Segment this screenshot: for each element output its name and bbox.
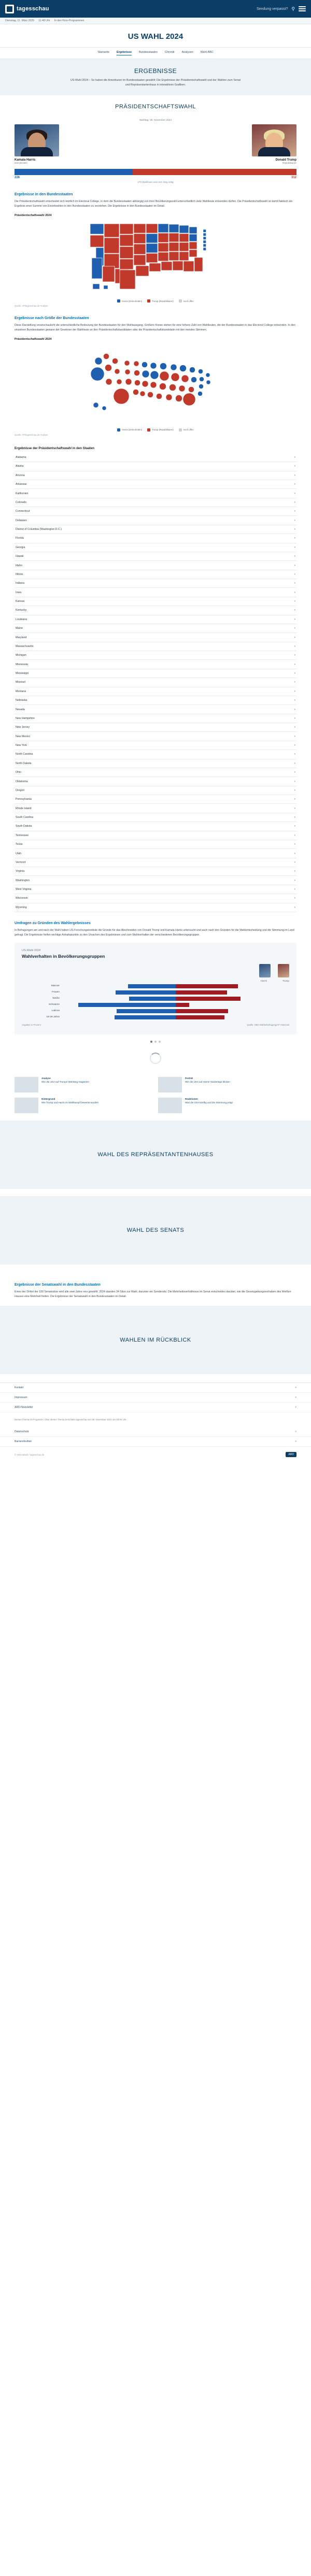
- chevron-down-icon: ▾: [295, 1430, 296, 1434]
- chevron-down-icon: ▾: [294, 716, 295, 720]
- state-label: Utah: [16, 852, 21, 855]
- state-row[interactable]: [15, 894, 296, 903]
- state-row[interactable]: [15, 606, 296, 615]
- state-label: Montana: [16, 689, 26, 693]
- text-ergebnisse-bundesstaaten: Die Präsidentschaftswahl entscheidet sich letztlich im Electoral College, in dem die Bundesstaaten abhängig von ihrer Bevölkerungszahl unterschiedlich viele Wahlleute entsenden dürfen. Die Präsidentschaftswahl ist damit faktisch als Ergebnis einer Summe von Einzelwahlen in den Bundesstaaten zu verstehen. Die Ergebnisse in den Bundesstaaten im Detail.: [15, 200, 293, 208]
- state-label: Kansas: [16, 600, 25, 603]
- column-harris: Harris: [260, 979, 267, 982]
- state-row[interactable]: [15, 489, 296, 498]
- carousel-dot-3[interactable]: [159, 1041, 161, 1043]
- chevron-down-icon: ▾: [294, 870, 295, 873]
- senate-title: WAHL DES SENATS: [126, 1227, 185, 1233]
- avatar-harris-small: [259, 964, 271, 977]
- heading-umfragen: Umfragen zu Gründen des Wahlergebnisses: [15, 921, 91, 925]
- state-row[interactable]: [15, 741, 296, 750]
- state-row[interactable]: [15, 705, 296, 714]
- chevron-down-icon: ▾: [294, 609, 295, 612]
- state-label: Nebraska: [16, 699, 27, 702]
- chevron-down-icon: ▾: [294, 816, 295, 819]
- chart-row-label: 18-29 Jahre: [46, 1016, 60, 1019]
- state-label: Kentucky: [16, 609, 27, 612]
- state-row[interactable]: [15, 642, 296, 651]
- state-label: Rhode Island: [16, 807, 32, 810]
- date-bar: [0, 18, 311, 24]
- teaser-text: [185, 1077, 230, 1092]
- chart-row: [22, 1015, 289, 1019]
- chevron-down-icon: ▾: [294, 473, 295, 477]
- state-label: Michigan: [16, 654, 26, 657]
- map1-source: Quelle: AP/tagesschau.de-Analyse: [15, 305, 48, 308]
- review-band: [0, 1306, 311, 1374]
- text-umfragen: In Befragungen am und nach der Wahl haben US-Forschungsinstitute die Gründe für das Abschneiden von Donald Trump und Kamala Harris untersucht und auch nach den Gründen für die Wahlentscheidung und die Stimmung im Land gefragt. Die Ergebnisse helfen wichtige Anhaltspunkte zu den Ursachen des Ergebnisses und zum Wahlverhalten der verschiedenen Bevölkerungsgruppen.: [15, 928, 294, 937]
- footer-link-label: ARD-Newsletter: [15, 1406, 33, 1409]
- footer-row-datenschutz[interactable]: [0, 1427, 311, 1437]
- chevron-down-icon: ▾: [294, 888, 295, 891]
- teaser-lead: Porträt: [185, 1076, 193, 1080]
- column-trump: Trump: [282, 979, 289, 982]
- heading-senatswahl: Ergebnisse der Senatswahl in den Bundesstaaten: [15, 1283, 101, 1287]
- teaser-text: [41, 1098, 98, 1113]
- state-row[interactable]: [15, 723, 296, 732]
- teaser-thumbnail: [15, 1098, 38, 1113]
- teaser-headline: Wie die USA auf Trumps Wahlsieg reagierten: [41, 1080, 89, 1083]
- state-label: Pennsylvania: [16, 798, 32, 801]
- map1-caption: Präsidentschaftswahl 2024: [15, 214, 52, 218]
- state-row[interactable]: [15, 813, 296, 822]
- state-row[interactable]: [15, 561, 296, 570]
- state-label: Ohio: [16, 771, 21, 774]
- state-row[interactable]: [15, 759, 296, 768]
- teaser-lead: Reaktionen: [185, 1097, 198, 1100]
- senate-states-article: [0, 1264, 311, 1299]
- state-label: District of Columbia (Washington D.C.): [16, 528, 62, 531]
- legend2-item-harris: Harris (Demokraten): [117, 428, 142, 431]
- state-label: Nevada: [16, 708, 25, 711]
- avatar-trump: [252, 124, 296, 156]
- nav-item-chronik[interactable]: Chronik: [165, 51, 175, 54]
- state-label: Massachusetts: [16, 644, 34, 648]
- state-row[interactable]: [15, 525, 296, 534]
- teaser-item[interactable]: [158, 1098, 296, 1113]
- chart-row: [22, 1009, 289, 1013]
- state-row[interactable]: [15, 588, 296, 597]
- nav-item-analysen[interactable]: Analysen: [181, 51, 193, 54]
- candidate-hero: [0, 115, 311, 183]
- candidate-party-harris: Demokraten: [15, 162, 28, 165]
- carousel-dot-1[interactable]: [150, 1041, 152, 1043]
- senate-band: [0, 1196, 311, 1264]
- survey-chart-card: [15, 943, 296, 1034]
- state-label: Alabama: [16, 456, 26, 459]
- house-band: [0, 1120, 311, 1189]
- state-label: Texas: [16, 843, 23, 846]
- state-label: Louisiana: [16, 617, 27, 621]
- state-row[interactable]: [15, 669, 296, 678]
- presidential-article-1: [0, 193, 311, 1073]
- state-row[interactable]: [15, 777, 296, 786]
- survey-footer-right: Quelle: NBC-Wählerbefragung/AP VoteCast: [247, 1023, 289, 1026]
- survey-column-headers: [22, 980, 289, 982]
- avatar-trump-small: [278, 964, 289, 977]
- chevron-down-icon: ▾: [294, 735, 295, 738]
- state-row[interactable]: [15, 552, 296, 561]
- electors-trump: 312: [291, 176, 296, 180]
- chevron-down-icon: ▾: [294, 591, 295, 594]
- chevron-down-icon: ▾: [294, 897, 295, 900]
- state-label: New Mexico: [16, 735, 31, 738]
- chevron-down-icon: ▾: [295, 1406, 296, 1409]
- teaser-item[interactable]: [15, 1077, 153, 1092]
- chevron-down-icon: ▾: [294, 699, 295, 702]
- state-list: [15, 453, 296, 912]
- text-senatswahl: Eines der Drittel der 100 Senatssitze wird alle zwei Jahre neu gewählt. 2024 standen 34 Sitze zur Wahl, darunter ein Sondersitz. Die Mehrheitsverhältnisse im Senat entscheiden darüber, wie die Gesetzgebungsvorhaben des Weißen Hauses eine Mehrheit finden. Die Ergebnisse der Senatswahl in den Bundesstaaten im Detail.: [15, 1290, 291, 1298]
- page-title: US WAHL 2024: [128, 32, 183, 41]
- state-label: Arizona: [16, 473, 25, 477]
- kino-label: In den Kino-Programmen: [54, 19, 84, 22]
- survey-card-kicker: US-Wahl 2024: [22, 948, 41, 952]
- state-label: South Dakota: [16, 825, 32, 828]
- chevron-down-icon: ▾: [294, 654, 295, 657]
- state-row[interactable]: [15, 480, 296, 489]
- state-label: Delaware: [16, 519, 27, 522]
- state-label: Arkansas: [16, 483, 27, 486]
- candidate-name-harris: Kamala Harris: [15, 159, 36, 162]
- chevron-down-icon: ▾: [294, 852, 295, 855]
- electoral-bar: [15, 169, 296, 175]
- legend-item-offen: noch offen: [179, 299, 194, 303]
- state-label: New Hampshire: [16, 716, 35, 720]
- candidate-row: [15, 124, 296, 164]
- nav-item-bundesstaaten[interactable]: Bundesstaaten: [139, 51, 158, 54]
- footer-link-label: Datenschutz: [15, 1430, 29, 1434]
- candidate-trump: [252, 124, 296, 164]
- footer-row-barrierefreiheit[interactable]: [0, 1437, 311, 1447]
- chevron-down-icon: ▾: [295, 1440, 296, 1444]
- chevron-down-icon: ▾: [294, 672, 295, 675]
- footer-row-kontakt[interactable]: [0, 1383, 311, 1393]
- state-label: New Jersey: [16, 726, 30, 729]
- state-label: Indiana: [16, 582, 25, 585]
- legend-item-trump: Trump (Republikaner): [147, 299, 174, 303]
- chevron-down-icon: ▾: [294, 582, 295, 585]
- state-row[interactable]: [15, 876, 296, 885]
- state-row[interactable]: [15, 768, 296, 777]
- chevron-down-icon: ▾: [294, 681, 295, 684]
- chevron-down-icon: ▾: [294, 545, 295, 549]
- search-icon[interactable]: ⚲: [291, 6, 295, 11]
- chevron-down-icon: ▾: [294, 761, 295, 765]
- nav-item-wahl-abc[interactable]: Wahl-ABC: [200, 51, 214, 54]
- tagesschau-logo-icon: [5, 5, 14, 13]
- state-row[interactable]: [15, 660, 296, 669]
- teaser-headline: Wie Trump und Harris im Wahlkampf bewertet wurden: [41, 1101, 99, 1104]
- state-label: South Carolina: [16, 816, 34, 819]
- state-row[interactable]: [15, 885, 296, 894]
- election-day-label: Wahltag: 05. November 2024: [139, 119, 172, 122]
- state-row[interactable]: [15, 786, 296, 795]
- state-row[interactable]: [15, 651, 296, 660]
- top-bar: [0, 0, 311, 18]
- chevron-down-icon: ▾: [294, 753, 295, 756]
- copyright-label: © ARD-aktuell / tagesschau.de: [15, 1453, 45, 1456]
- state-row[interactable]: [15, 507, 296, 516]
- state-label: New York: [16, 744, 27, 747]
- footer-link-label: Kontakt: [15, 1386, 23, 1390]
- state-row[interactable]: [15, 903, 296, 912]
- map-legend: [15, 299, 296, 303]
- state-label: Oklahoma: [16, 780, 28, 783]
- state-label: Maine: [16, 627, 23, 630]
- chevron-down-icon: ▾: [294, 636, 295, 639]
- chevron-down-icon: ▾: [294, 744, 295, 747]
- chevron-down-icon: ▾: [294, 627, 295, 630]
- chart-row-label: Schwarze: [48, 1003, 60, 1006]
- state-label: Idaho: [16, 564, 22, 567]
- state-label: Alaska: [16, 465, 24, 468]
- house-title: WAHL DES REPRÄSENTANTENHAUSES: [97, 1151, 214, 1158]
- footer-link-label: Impressum: [15, 1396, 27, 1400]
- state-row[interactable]: [15, 804, 296, 813]
- map2-caption: Präsidentschaftswahl 2024: [15, 337, 52, 341]
- electoral-bar-caption: 270 Wahlleute sind zum Sieg nötig: [137, 181, 174, 184]
- chart-row: [22, 990, 289, 995]
- state-row[interactable]: [15, 840, 296, 849]
- chevron-down-icon: ▾: [294, 483, 295, 486]
- legend2-item-offen: noch offen: [179, 428, 194, 431]
- loading-spinner-icon: [150, 1053, 161, 1064]
- chevron-down-icon: ▾: [294, 500, 295, 504]
- carousel-dot-2[interactable]: [154, 1041, 157, 1043]
- teaser-lead: Hintergrund: [41, 1097, 55, 1100]
- state-row[interactable]: [15, 615, 296, 624]
- teaser-grid: [0, 1074, 311, 1113]
- chevron-down-icon: ▾: [294, 879, 295, 882]
- chart-row: [22, 1003, 289, 1007]
- chevron-down-icon: ▾: [294, 519, 295, 522]
- state-row[interactable]: [15, 534, 296, 543]
- state-label: Florida: [16, 537, 24, 540]
- state-list-title: Ergebnisse der Präsidentschaftswahl in den Staaten: [15, 446, 95, 450]
- state-label: Vermont: [16, 860, 26, 864]
- candidate-name-trump: Donald Trump: [275, 159, 296, 162]
- state-label: North Dakota: [16, 761, 32, 765]
- footer-bottom: [0, 1447, 311, 1466]
- teaser-lead: Analyse: [41, 1076, 51, 1080]
- state-row[interactable]: [15, 750, 296, 759]
- state-label: Connecticut: [16, 510, 30, 513]
- teaser-thumbnail: [158, 1098, 182, 1113]
- footer-row-newsletter[interactable]: [0, 1403, 311, 1413]
- teaser-item[interactable]: [158, 1077, 296, 1092]
- chevron-down-icon: ▾: [294, 465, 295, 468]
- footer-link-label: Barrierefreiheit: [15, 1440, 32, 1444]
- teaser-thumbnail: [15, 1077, 38, 1092]
- chevron-down-icon: ▾: [294, 600, 295, 603]
- state-row[interactable]: [15, 696, 296, 705]
- chevron-down-icon: ▾: [294, 788, 295, 792]
- us-cartogram-map[interactable]: [15, 343, 296, 426]
- state-label: Missouri: [16, 681, 26, 684]
- review-title: WAHLEN IM RÜCKBLICK: [120, 1337, 191, 1344]
- hamburger-icon[interactable]: [299, 5, 306, 13]
- chevron-down-icon: ▾: [294, 726, 295, 729]
- state-row[interactable]: [15, 858, 296, 867]
- presidential-section-title: PRÄSIDENTSCHAFTSWAHL: [115, 104, 196, 110]
- state-row[interactable]: [15, 714, 296, 723]
- state-row[interactable]: [15, 516, 296, 525]
- chevron-down-icon: ▾: [294, 689, 295, 693]
- chevron-down-icon: ▾: [294, 771, 295, 774]
- chevron-down-icon: ▾: [294, 564, 295, 567]
- chart-row-label: Latinos: [51, 1010, 60, 1013]
- state-row[interactable]: [15, 849, 296, 858]
- chevron-down-icon: ▾: [294, 572, 295, 576]
- teaser-item[interactable]: [15, 1098, 153, 1113]
- nav-item-ergebnisse[interactable]: Ergebnisse: [117, 51, 132, 55]
- avatar-harris: [15, 124, 59, 156]
- map2-source: Quelle: AP/tagesschau.de-Analyse: [15, 433, 48, 436]
- state-label: Wyoming: [16, 905, 27, 909]
- state-label: Kalifornien: [16, 492, 29, 495]
- chevron-down-icon: ▾: [294, 860, 295, 864]
- state-row[interactable]: [15, 579, 296, 588]
- state-row[interactable]: [15, 732, 296, 741]
- state-row[interactable]: [15, 543, 296, 552]
- state-row[interactable]: [15, 633, 296, 642]
- state-row[interactable]: [15, 867, 296, 876]
- intro-text: US-Wahl 2024 – So haben die Amerikaner im Bundesstaaten gewählt: Die Ergebnisse der Präsidentschaftswahl und der Wahlen zum Senat und Repräsentantenhaus in interaktiven Grafiken.: [70, 79, 241, 87]
- legend2-item-trump: Trump (Republikaner): [147, 428, 174, 431]
- heading-ergebnisse-groesse: Ergebnisse nach Größe der Bundesstaaten: [15, 316, 89, 321]
- cartogram-legend: [15, 428, 296, 431]
- intro-band: [0, 59, 311, 95]
- footer: [0, 1383, 311, 1466]
- chevron-down-icon: ▾: [295, 1386, 296, 1390]
- chart-row-label: Weiße: [52, 997, 60, 1000]
- state-label: Virginia: [16, 870, 25, 873]
- state-label: West Virginia: [16, 888, 32, 891]
- state-row[interactable]: [15, 678, 296, 687]
- state-label: Georgia: [16, 545, 25, 549]
- chart-row-label: Männer: [51, 985, 60, 988]
- us-choropleth-map[interactable]: [15, 219, 296, 297]
- survey-card-title: Wahlverhalten in Bevölkerungsgruppen: [22, 953, 105, 959]
- state-label: Tennessee: [16, 833, 29, 837]
- state-row[interactable]: [15, 471, 296, 480]
- electoral-numbers: [15, 176, 296, 179]
- chart-row: [22, 984, 289, 988]
- logo[interactable]: [5, 5, 49, 13]
- survey-card-avatars: [22, 964, 289, 977]
- chevron-down-icon: ▾: [294, 798, 295, 801]
- chevron-down-icon: ▾: [294, 555, 295, 558]
- state-label: Minnesota: [16, 663, 28, 666]
- state-row[interactable]: [15, 570, 296, 579]
- state-row[interactable]: [15, 498, 296, 507]
- electors-harris: 226: [15, 176, 20, 180]
- chevron-down-icon: ▾: [294, 510, 295, 513]
- state-label: Mississippi: [16, 672, 29, 675]
- time-label: 11:48 Uhr: [38, 19, 50, 22]
- footer-broadcast-note: Dieses Thema im Programm: Über dieses Thema berichtete tagesschau am 06. November 2024 um 20:00 Uhr.: [15, 1418, 127, 1421]
- teaser-text: [41, 1077, 89, 1092]
- teaser-headline: Was die USA künftig und die Stimmung prägt: [185, 1101, 233, 1104]
- chevron-down-icon: ▾: [294, 528, 295, 531]
- chevron-down-icon: ▾: [294, 492, 295, 495]
- state-row[interactable]: [15, 795, 296, 804]
- state-row[interactable]: [15, 624, 296, 633]
- nav-item-startseite[interactable]: Startseite: [97, 51, 109, 54]
- chart-row-label: Frauen: [51, 991, 60, 994]
- state-row[interactable]: [15, 831, 296, 840]
- state-label: Hawaii: [16, 555, 24, 558]
- chart-row: [22, 997, 289, 1001]
- state-row[interactable]: [15, 462, 296, 471]
- survey-footer-left: Angaben in Prozent: [22, 1023, 41, 1026]
- text-ergebnisse-groesse: Diese Darstellung veranschaulicht die unterschiedliche Bedeutung der Bundesstaaten für den Wahlausgang. Größere Kreise stehen für eine höhere Zahl von Wahlleuten, die der Bundesstaaten in das Electoral College entsenden. In den einzelnen Bundesstaaten gewann der Gewinner der Wahlleute an den Präsidentschaftskandidaten oder die Präsidentschaftskandidatin mit den meisten Stimmen.: [15, 324, 295, 332]
- intro-title: ERGEBNISSE: [134, 67, 177, 75]
- state-label: Illinois: [16, 572, 23, 576]
- state-label: Colorado: [16, 500, 27, 504]
- section-nav: [0, 47, 311, 59]
- teaser-thumbnail: [158, 1077, 182, 1092]
- top-bar-actions: [257, 5, 306, 13]
- candidate-party-trump: Republikaner: [282, 162, 296, 165]
- state-label: Iowa: [16, 591, 21, 594]
- chevron-down-icon: ▾: [294, 825, 295, 828]
- chevron-down-icon: ▾: [294, 537, 295, 540]
- chevron-down-icon: ▾: [294, 617, 295, 621]
- chevron-down-icon: ▾: [294, 780, 295, 783]
- brand-label: tagesschau: [17, 6, 49, 12]
- state-label: North Carolina: [16, 753, 33, 756]
- loading-area: [15, 1043, 296, 1074]
- state-label: Oregon: [16, 788, 25, 792]
- state-row[interactable]: [15, 597, 296, 606]
- teaser-text: [185, 1098, 233, 1113]
- state-label: Wisconsin: [16, 897, 28, 900]
- state-label: Washington: [16, 879, 30, 882]
- survey-chart-rows: [22, 984, 289, 1019]
- chevron-down-icon: ▾: [294, 807, 295, 810]
- chevron-down-icon: ▾: [294, 644, 295, 648]
- chevron-down-icon: ▾: [294, 843, 295, 846]
- chevron-down-icon: ▾: [294, 905, 295, 909]
- candidate-harris: [15, 124, 59, 164]
- state-row[interactable]: [15, 687, 296, 696]
- state-row[interactable]: [15, 453, 296, 462]
- heading-ergebnisse-bundesstaaten: Ergebnisse in den Bundesstaaten: [15, 193, 73, 197]
- state-label: Maryland: [16, 636, 27, 639]
- footer-row-impressum[interactable]: [0, 1393, 311, 1403]
- legend-item-harris: Harris (Demokraten): [117, 299, 142, 303]
- chevron-down-icon: ▾: [295, 1396, 296, 1400]
- state-row[interactable]: [15, 822, 296, 831]
- date-label: Dienstag, 11. März 2025: [5, 19, 35, 22]
- chevron-down-icon: ▾: [294, 456, 295, 459]
- chevron-down-icon: ▾: [294, 708, 295, 711]
- ard-logo: ARD: [286, 1452, 296, 1457]
- sendung-verpasst-label[interactable]: Sendung verpasst?: [257, 7, 288, 11]
- chevron-down-icon: ▾: [294, 663, 295, 666]
- teaser-headline: Wie die USA auf Harris' Niederlage blicken: [185, 1080, 230, 1083]
- chevron-down-icon: ▾: [294, 833, 295, 837]
